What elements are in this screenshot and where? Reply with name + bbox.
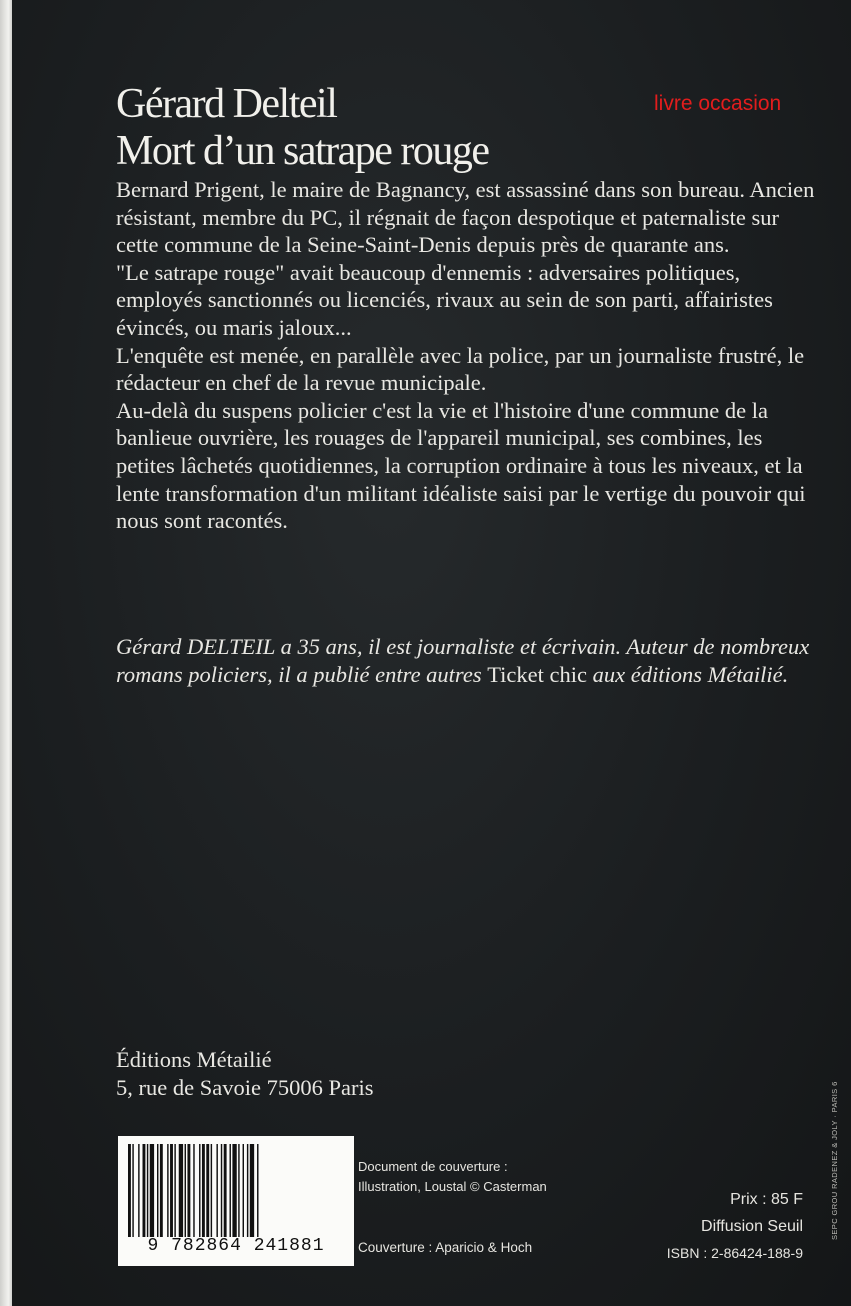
publisher-block [116,1046,373,1102]
book-back-cover [12,0,851,1306]
cover-design-credit: Couverture : Aparicio & Hoch [358,1240,533,1255]
publisher-address: 5, rue de Savoie 75006 Paris [116,1075,374,1100]
barcode [118,1136,354,1266]
author-bio [116,633,816,689]
distributor: Diffusion Seuil [701,1218,803,1235]
printer-credit: SEPC GROU RADENEZ & JOLY · PARIS 6 [830,1081,839,1240]
publisher-name: Éditions Métailié [116,1047,272,1072]
book-title: Mort d’un satrape rouge [116,128,489,174]
bio-text-end: aux éditions Métailié. [587,662,789,687]
sales-info [667,1186,803,1267]
barcode-number: 9 782864 241881 [147,1236,325,1256]
used-book-sticker: livre occasion [654,92,782,115]
price: Prix : 85 F [730,1191,803,1208]
summary-paragraph: L'enquête est menée, en parallèle avec la police, par un journaliste frustré, le rédacteur en chef de la revue municipale. [116,342,805,396]
summary-paragraph: "Le satrape rouge" avait beaucoup d'ennemis : adversaires politiques, employés sanctionnés ou licenciés, rivaux au sein de son parti, affairistes évincés, ou maris jaloux... [116,259,773,340]
cover-credits [358,1157,547,1197]
barcode-bars [128,1144,344,1237]
isbn: ISBN : 2-86424-188-9 [666,1245,803,1261]
book-summary [116,176,816,535]
bio-book-title: Ticket chic [487,662,587,687]
bio-text: Gérard DELTEIL a 35 ans, il est journaliste et écrivain. Auteur de nombreux romans policiers, il a publié entre autres [116,634,810,687]
author-name: Gérard Delteil [116,81,337,127]
summary-paragraph: Au-delà du suspens policier c'est la vie et l'histoire d'une commune de la banlieue ouvrière, les rouages de l'appareil municipal, ses combines, les petites lâchetés quotidiennes, la corruption ordinaire à tous les niveaux, et la lente transformation d'un militant idéaliste saisi par le vertige du pouvoir qui nous sont racontés. [116,397,806,534]
credits-line: Document de couverture : [358,1159,508,1174]
summary-paragraph: Bernard Prigent, le maire de Bagnancy, est assassiné dans son bureau. Ancien résistant, membre du PC, il régnait de façon despotique et paternaliste sur cette commune de la Seine-Saint-Denis depuis près de quarante ans. [116,177,815,258]
credits-line: Illustration, Loustal © Casterman [358,1179,547,1194]
